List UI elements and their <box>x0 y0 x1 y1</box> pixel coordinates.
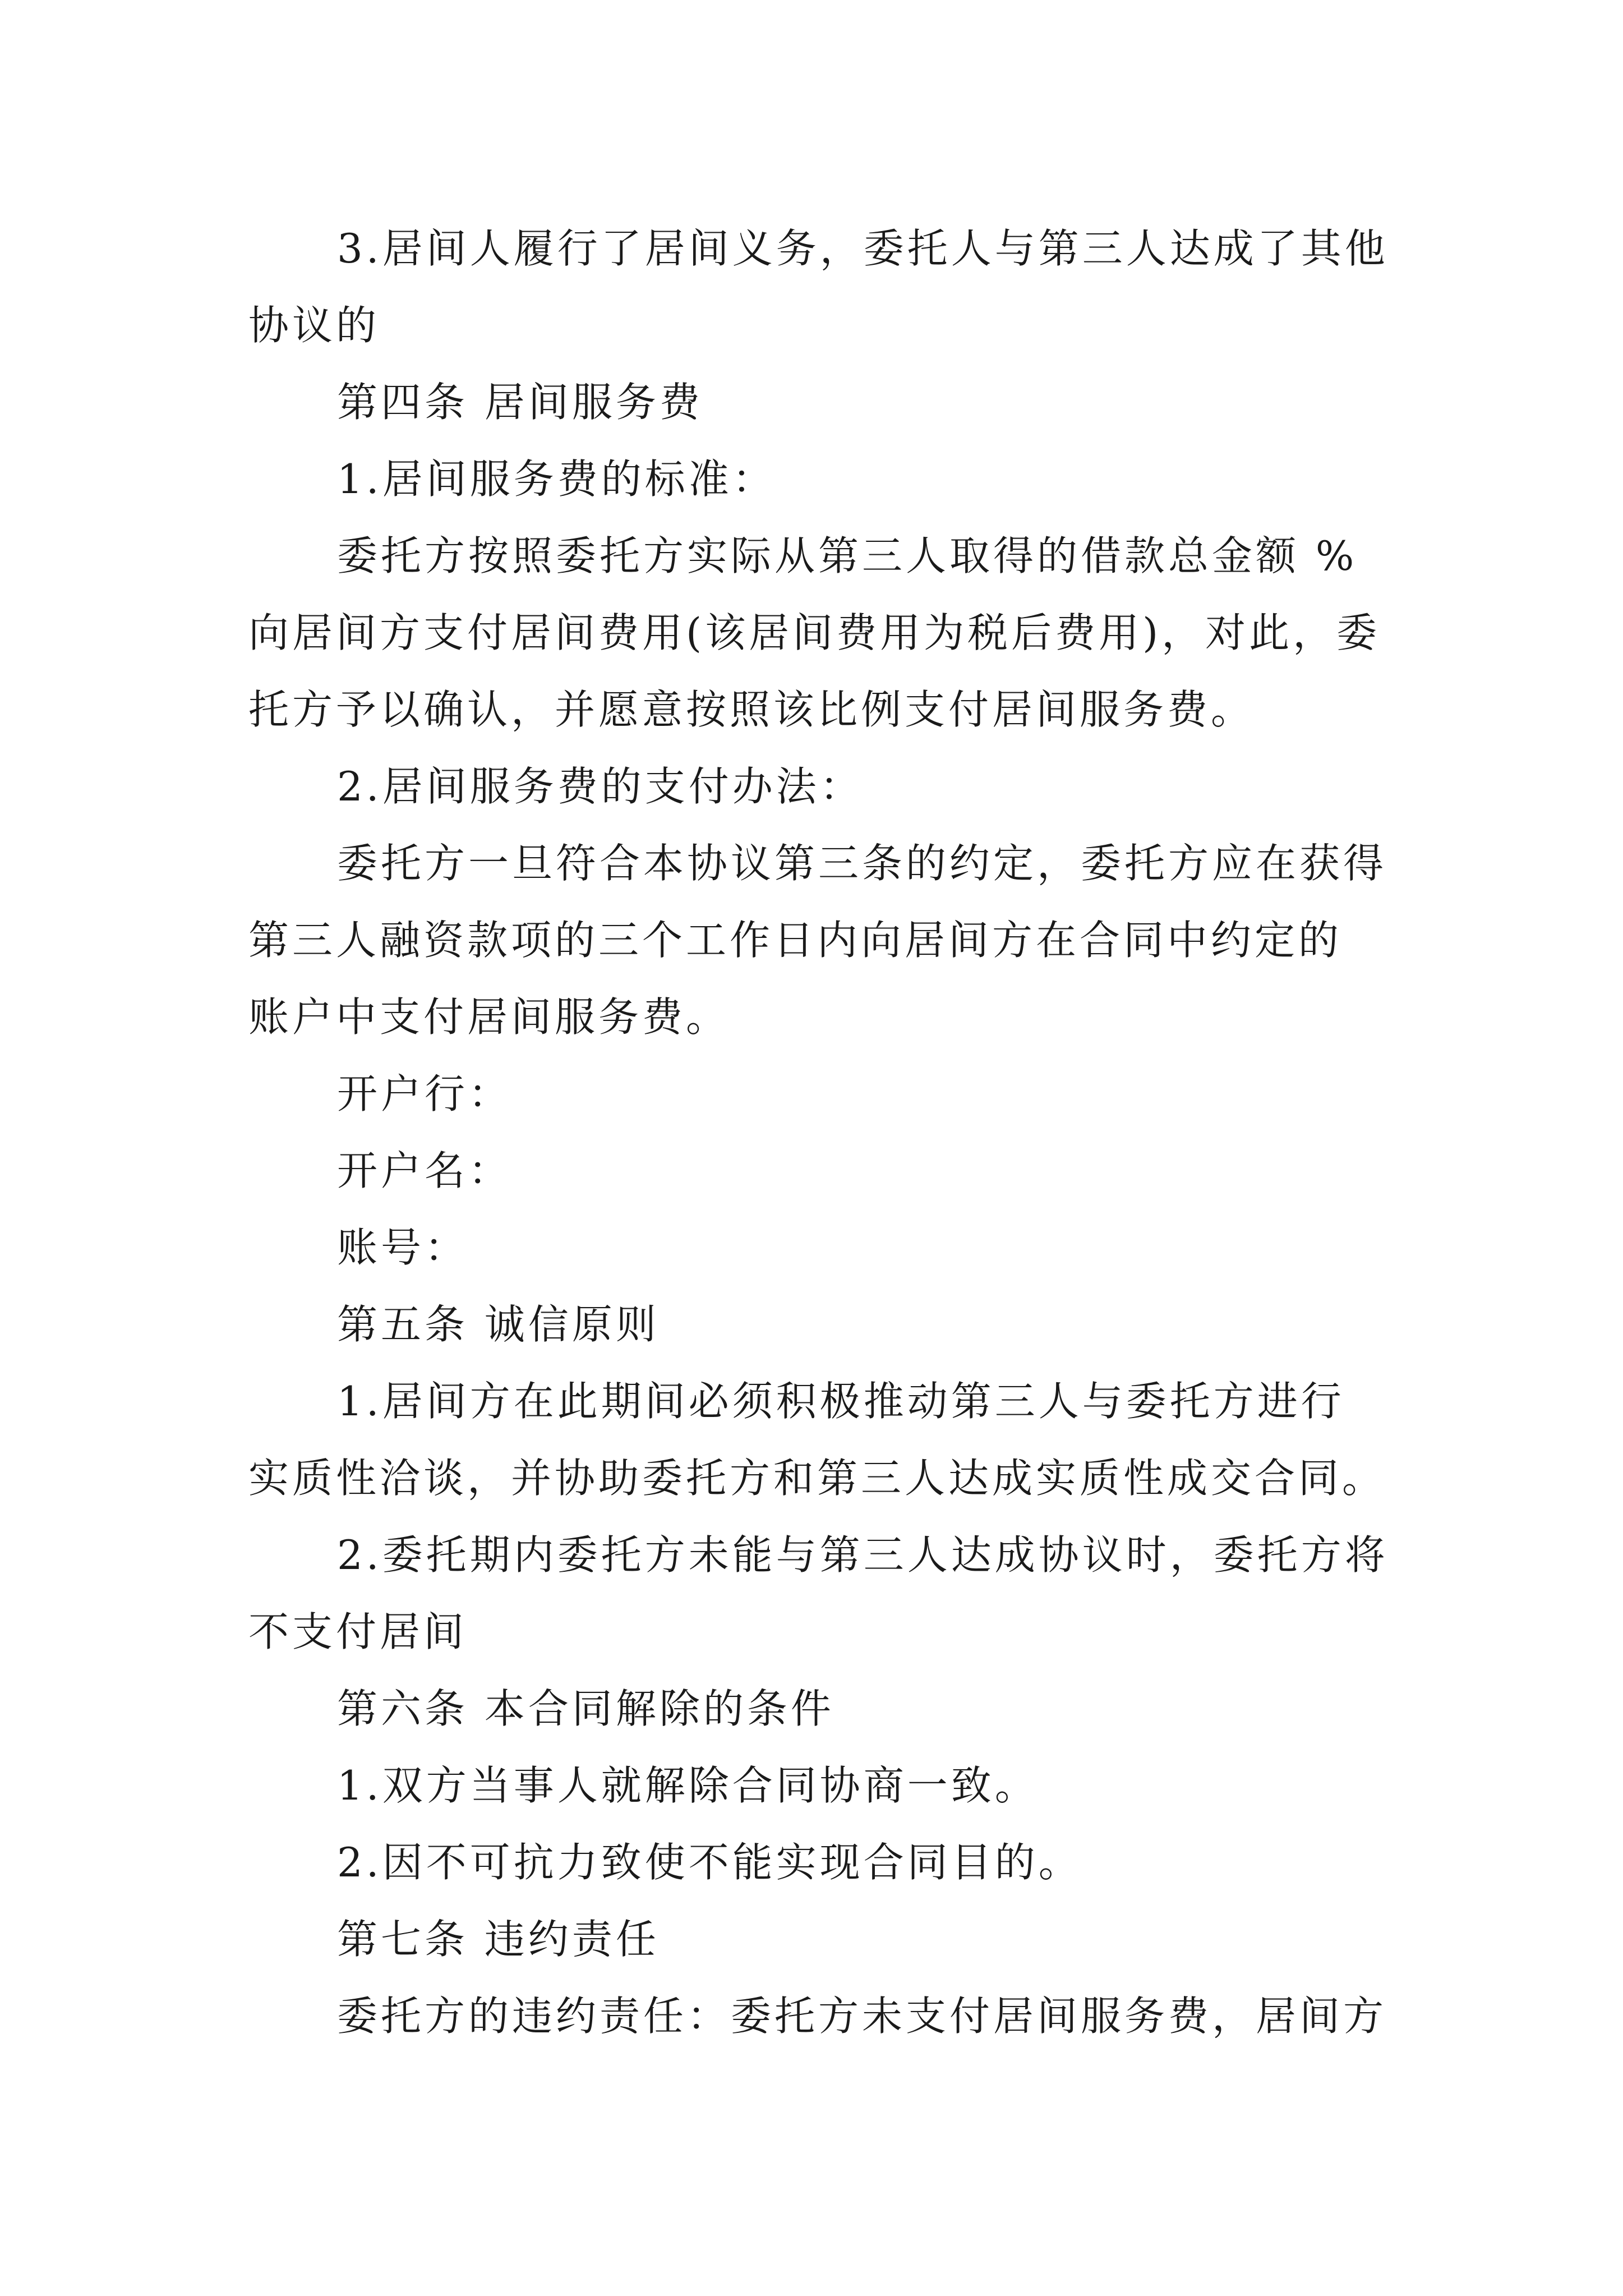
paragraph-line: 不支付居间 <box>248 1608 468 1655</box>
paragraph-line: 1.双方当事人就解除合同协商一致。 <box>337 1762 1039 1809</box>
account-number-label: 账号： <box>337 1224 469 1271</box>
section-heading: 第七条 违约责任 <box>337 1916 660 1963</box>
paragraph-line: 2.居间服务费的支付办法： <box>337 763 864 810</box>
paragraph-line: 2.因不可抗力致使不能实现合同目的。 <box>337 1839 1082 1886</box>
section-heading: 第五条 诚信原则 <box>337 1301 660 1348</box>
paragraph-line: 3.居间人履行了居间义务，委托人与第三人达成了其他 <box>337 225 1389 272</box>
paragraph-line: 向居间方支付居间费用(该居间费用为税后费用)，对此，委 <box>248 609 1381 656</box>
paragraph-line: 2.委托期内委托方未能与第三人达成协议时，委托方将 <box>337 1531 1389 1579</box>
paragraph-line: 委托方一旦符合本协议第三条的约定，委托方应在获得 <box>337 840 1387 887</box>
paragraph-line: 1.居间方在此期间必须积极推动第三人与委托方进行 <box>337 1378 1345 1425</box>
paragraph-line: 委托方按照委托方实际从第三人取得的借款总金额 % <box>337 532 1358 579</box>
paragraph-line: 委托方的违约责任：委托方未支付居间服务费，居间方 <box>337 1993 1387 2040</box>
paragraph-line: 1.居间服务费的标准： <box>337 455 776 503</box>
section-heading: 第四条 居间服务费 <box>337 379 703 426</box>
paragraph-line: 协议的 <box>248 302 380 349</box>
paragraph-line: 账户中支付居间服务费。 <box>248 993 730 1041</box>
section-heading: 第六条 本合同解除的条件 <box>337 1685 834 1732</box>
document-body <box>248 210 1398 2055</box>
account-name-label: 开户名： <box>337 1147 513 1194</box>
paragraph-line: 第三人融资款项的三个工作日内向居间方在合同中约定的 <box>248 917 1343 964</box>
paragraph-line: 实质性洽谈，并协助委托方和第三人达成实质性成交合同。 <box>248 1455 1386 1502</box>
bank-field-label: 开户行： <box>337 1070 513 1117</box>
paragraph-line: 托方予以确认，并愿意按照该比例支付居间服务费。 <box>248 686 1255 733</box>
